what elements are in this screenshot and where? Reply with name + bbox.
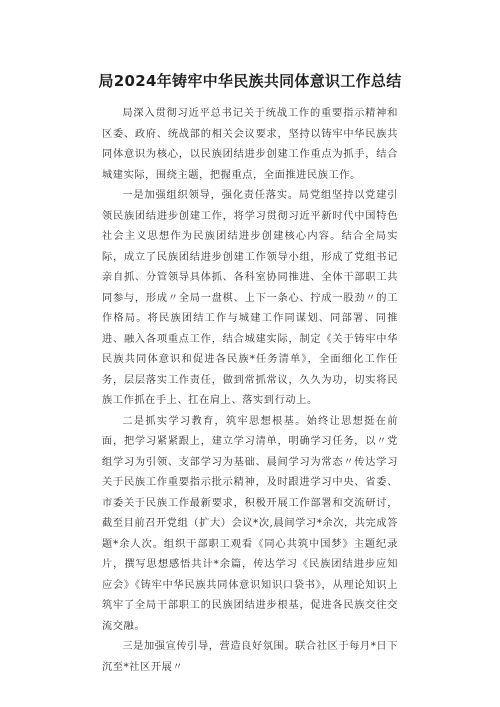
- paragraph-organization: 一是加强组织领导，强化责任落实。局党组坚持以党建引领民族团结进步创建工作，将学习贯彻习近平新时代中国特色社会主义思想作为民族团结进步创建核心内容。结合全局实际，成立了民族团结进步创建工作领导小组，形成了党组书记亲自抓、分管领导具体抓、各科室协同推进、全体干部职工共同参与，形成〃全局一盘棋、上下一条心、拧成一股劲〃的工作格局。将民族团结工作与城建工作同谋划、同部署、同推进、融入各项重点工作，结合城建实际，制定《关于铸牢中华民族共同体意识和促进各民族*任务清单》，全面细化工作任务，层层落实工作责任，做到常抓常议，久久为功，切实将民族工作抓在手上、扛在肩上、落实到行动上。: [102, 190, 398, 406]
- document-body: [102, 104, 398, 678]
- paragraph-intro: 局深入贯彻习近平总书记关于统战工作的重要指示精神和区委、政府、统战部的相关会议要求，坚持以铸牢中华民族共同体意识为核心，以民族团结进步创建工作重点为抓手，结合城建实际，围绕主题，把握重点，全面推进民族工作。: [102, 108, 398, 181]
- document-title: 局2024年铸牢中华民族共同体意识工作总结: [98, 72, 402, 90]
- paragraph-publicity: 三是加强宣传引导，营造良好氛围。联合社区于每月*日下沉至*社区开展〃: [102, 641, 398, 673]
- paragraph-study: 二是抓实学习教育，筑牢思想根基。始终让思想挺在前面，把学习紧紧跟上，建立学习清单，明确学习任务，以〃党组学习为引领、支部学习为基础、晨间学习为常态〃传达学习关于民族工作重要指示批示精神，及时跟进学习中央、省委、市委关于民族工作最新要求，积极开展工作部署和交流研讨，截至目前召开党组（扩大）会议*次,晨间学习*余次，共完成答题*余人次。组织干部职工观看《同心共筑中国梦》主题纪录片，撰写思想感悟共计*余篇，传达学习《民族团结进步应知应会》《铸牢中华民族共同体意识知识口袋书》，从理论知识上筑牢了全局干部职工的民族团结进步根基，促进各民族交往交流交融。: [102, 415, 398, 632]
